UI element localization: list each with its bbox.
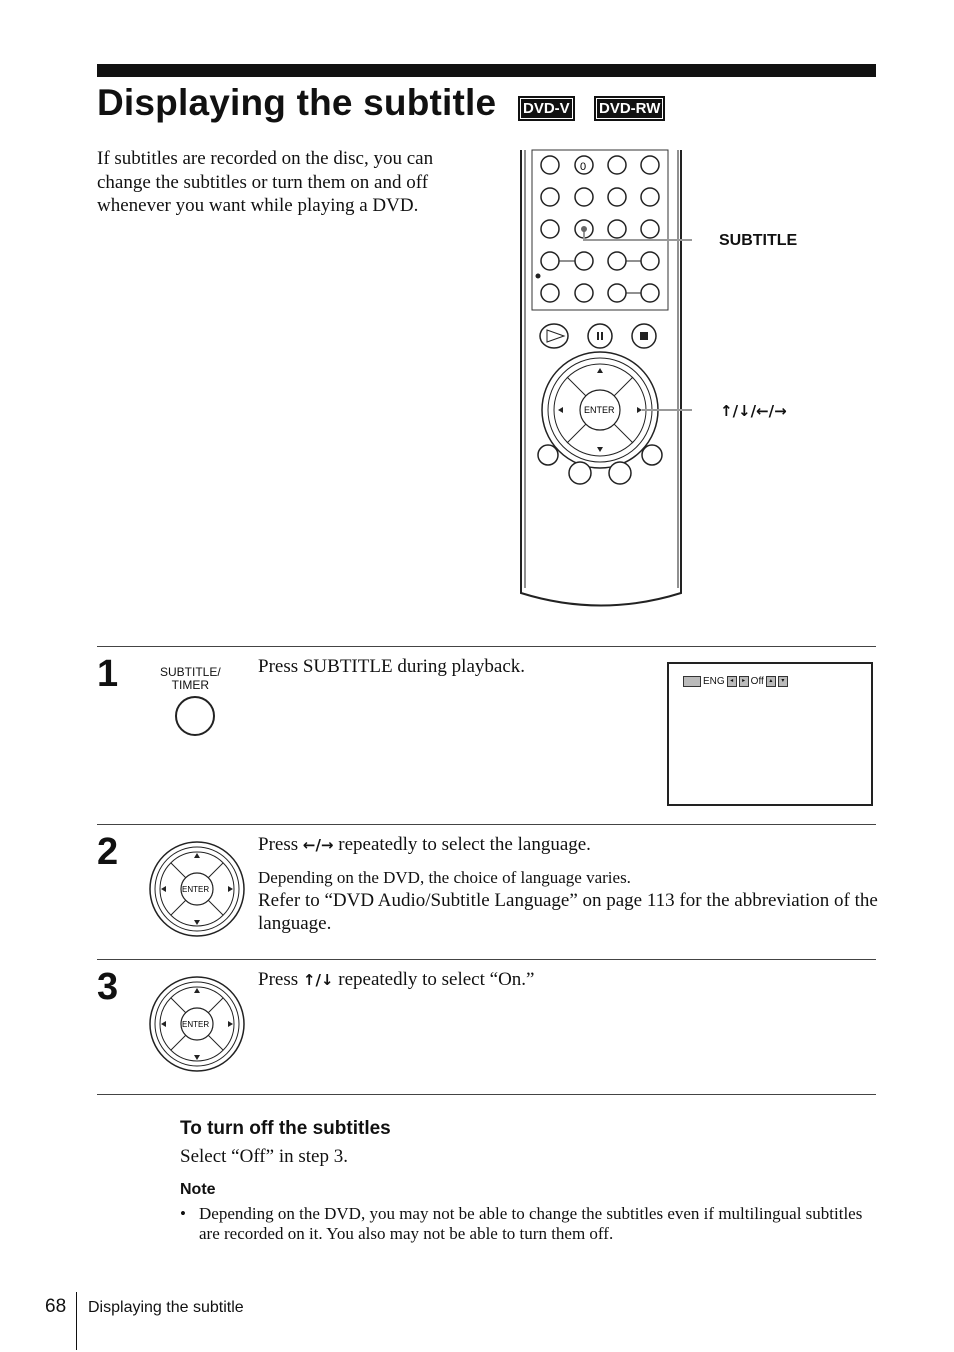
right-arrow-icon: ▸: [739, 676, 749, 687]
osd-state: Off: [750, 676, 764, 687]
remote-control-illustration: [512, 148, 692, 613]
top-rule: [97, 64, 876, 77]
osd-language: ENG: [703, 676, 725, 687]
page-number: 68: [45, 1296, 67, 1317]
note-heading: Note: [180, 1181, 216, 1198]
remote-enter-label: ENTER: [584, 405, 615, 415]
note-text: Depending on the DVD, you may not be able to change the subtitles even if multilingual subtitles are recorded on it. You also may not be able to turn them off.: [199, 1204, 863, 1243]
up-down-arrows-icon: ↑/↓: [302, 971, 334, 989]
intro-paragraph: If subtitles are recorded on the disc, you can change the subtitles or turn them on and off whenever you want while playing a DVD.: [97, 148, 434, 216]
step-3-instruction-text: repeatedly to select “On.”: [338, 969, 535, 990]
enter-pad-illustration-step-3: [148, 975, 246, 1073]
subtitle-timer-button-label: SUBTITLE/ TIMER: [160, 665, 221, 692]
footer-rule: [76, 1292, 77, 1350]
enter-label-step-2: ENTER: [182, 885, 210, 894]
note-bullet: •: [180, 1204, 186, 1223]
osd-subtitle-row: [683, 676, 788, 687]
turn-off-heading: To turn off the subtitles: [180, 1118, 391, 1139]
step-1-rule: [97, 646, 876, 647]
footer-section-title: Displaying the subtitle: [88, 1299, 244, 1316]
subtitle-timer-button: [172, 693, 220, 741]
step-2-note-2: Refer to “DVD Audio/Subtitle Language” on page 113 for the abbreviation of the language.: [258, 890, 878, 934]
page-title: Displaying the subtitle: [97, 82, 497, 123]
subtitle-callout: SUBTITLE: [719, 232, 798, 249]
up-arrow-icon: ▴: [766, 676, 776, 687]
step-2-instruction-text: repeatedly to select the language.: [338, 834, 591, 855]
enter-pad-illustration-step-2: [148, 840, 246, 938]
down-arrow-icon: ▾: [778, 676, 788, 687]
step-2-press: Press: [258, 834, 299, 855]
step-3-instruction: [258, 968, 534, 992]
badge-dvd-v: DVD-V: [518, 96, 575, 121]
step-1-text: Press SUBTITLE during playback.: [258, 656, 526, 677]
left-arrow-icon: ◂: [727, 676, 737, 687]
step-3-press: Press: [258, 969, 299, 990]
steps-end-rule: [97, 1094, 876, 1095]
step-2-note-1: Depending on the DVD, the choice of language varies.: [258, 868, 631, 887]
step-3-rule: [97, 959, 876, 960]
arrows-callout: ↑/↓/←/→: [720, 402, 787, 420]
step-2-number: 2: [97, 831, 119, 873]
enter-label-step-3: ENTER: [182, 1020, 210, 1029]
osd-screen: [667, 662, 873, 806]
subtitle-icon: [683, 676, 701, 687]
remote-zero-label: 0: [580, 161, 587, 173]
turn-off-body: Select “Off” in step 3.: [180, 1146, 348, 1167]
step-2-rule: [97, 824, 876, 825]
step-1-number: 1: [97, 653, 119, 695]
step-3-number: 3: [97, 966, 119, 1008]
badge-dvd-rw: DVD-RW: [594, 96, 665, 121]
step-2-instruction: [258, 833, 591, 857]
left-right-arrows-icon: ←/→: [302, 836, 334, 854]
